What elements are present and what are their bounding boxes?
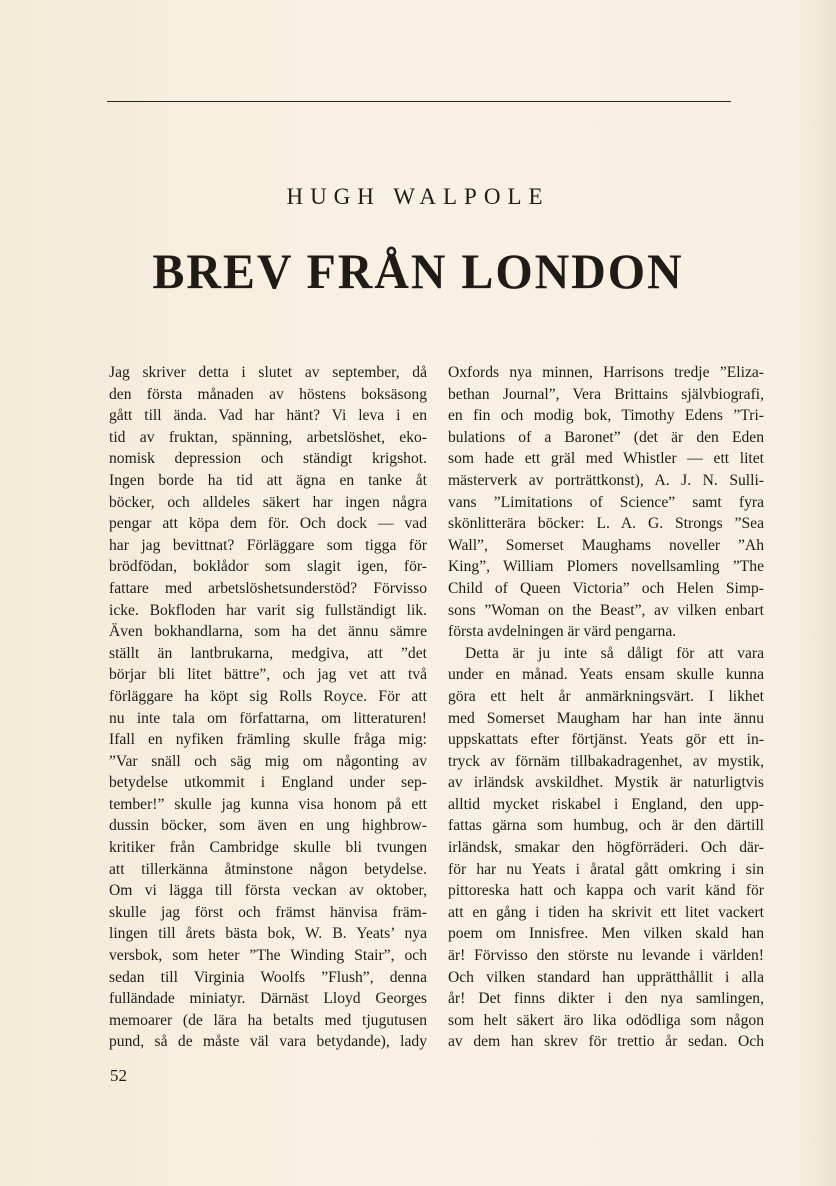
text-line: som helt säkert äro lika odödliga som någon bbox=[448, 1011, 764, 1029]
text-line: betydelse utkommit i England under sep- bbox=[109, 774, 427, 792]
text-line: år! Det finns dikter i den nya samlingen, bbox=[448, 990, 764, 1008]
text-line: fulländade miniatyr. Därnäst Lloyd Georges bbox=[109, 990, 427, 1008]
text-line: för har nu Yeats i åratal gått omkring i sin bbox=[448, 860, 764, 878]
text-column-left bbox=[109, 362, 427, 1053]
text-line: vans ”Limitations of Science” samt fyra bbox=[448, 493, 764, 511]
text-line: pund, så de måste väl vara betydande), lady bbox=[109, 1033, 427, 1051]
text-line: alltid mycket riskabel i England, den upp- bbox=[448, 795, 764, 813]
text-line: bulations of a Baronet” (det är den Eden bbox=[448, 428, 764, 446]
text-line: bethan Journal”, Vera Brittains självbiografi, bbox=[448, 385, 764, 403]
text-line: av dem han skrev för trettio år sedan. Och bbox=[448, 1033, 764, 1051]
text-line: Även bokhandlarna, som ha det ännu sämre bbox=[109, 623, 427, 641]
text-line: poem om Innisfree. Men vilken skald han bbox=[448, 925, 764, 943]
text-line: Om vi lägga till första veckan av oktober, bbox=[109, 882, 427, 900]
text-line: nomisk depression och ständigt krigshot. bbox=[109, 450, 427, 468]
text-line: första avdelningen är värd pengarna. bbox=[448, 623, 677, 641]
text-line: Jag skriver detta i slutet av september, då bbox=[109, 364, 427, 381]
text-line: gått till ända. Vad har hänt? Vi leva i en bbox=[109, 407, 427, 425]
text-line: Detta är ju inte så dåligt för att vara bbox=[465, 644, 764, 662]
text-line: sedan till Virginia Woolfs ”Flush”, denna bbox=[109, 968, 427, 986]
text-line: skulle jag först och främst hänvisa främ- bbox=[109, 903, 427, 921]
text-line: ”Var snäll och säg mig om någonting av bbox=[109, 752, 427, 770]
text-line: fattare med arbetslöshetsunderstöd? Förvisso bbox=[109, 579, 427, 597]
text-line: Ingen borde ha tid att ägna en tanke åt bbox=[109, 471, 427, 489]
text-line: med Somerset Maugham har han inte ännu bbox=[448, 709, 764, 727]
text-line: ställt än lantbrukarna, medgiva, att ”det bbox=[109, 644, 427, 662]
text-line: icke. Bokfloden har varit sig fullständigt lik. bbox=[109, 601, 427, 619]
text-line: Child of Queen Victoria” och Helen Simp- bbox=[448, 579, 764, 597]
text-line: pittoreska hatt och kappa och varit känd för bbox=[448, 882, 764, 900]
text-line: dussin böcker, som även en ung highbrow- bbox=[109, 817, 427, 835]
text-line: är! Förvisso den störste nu levande i världen! bbox=[448, 947, 764, 965]
text-line: brödfödan, boklådor som slagit igen, för- bbox=[109, 558, 427, 576]
text-line: King”, William Plomers novellsamling ”The bbox=[448, 558, 764, 576]
text-line: Oxfords nya minnen, Harrisons tredje ”Eliza- bbox=[448, 364, 764, 381]
text-line: den första månaden av höstens boksäsong bbox=[109, 385, 427, 403]
text-line: att en gång i tiden ha skrivit ett litet vackert bbox=[448, 903, 764, 921]
text-line: böcker, och alldeles säkert har ingen några bbox=[109, 493, 427, 511]
article-title: BREV FRÅN LONDON bbox=[152, 243, 684, 299]
text-line: memoarer (de lära ha betalts med tjugutusen bbox=[109, 1011, 427, 1029]
text-line: uppskattats efter förtjänst. Yeats gör ett in- bbox=[448, 731, 764, 749]
text-line: under en månad. Yeats ensam skulle kunna bbox=[448, 666, 764, 684]
text-line: Wall”, Somerset Maughams noveller ”Ah bbox=[448, 536, 764, 554]
text-line: börjar bli litet bättre”, och jag vet att två bbox=[109, 666, 427, 684]
text-line: som hade ett gräl med Whistler — ett litet bbox=[448, 450, 764, 468]
text-line: mästerverk av porträttkonst), A. J. N. Sulli- bbox=[448, 471, 764, 489]
text-line: nu inte tala om författarna, om litteraturen! bbox=[109, 709, 427, 727]
text-line: Och vilken standard han upprätthållit i alla bbox=[448, 968, 764, 986]
text-line: tryck av förnäm tillbakadragenhet, av mystik, bbox=[448, 752, 764, 770]
text-line: pengar att köpa dem för. Och dock — vad bbox=[109, 515, 427, 533]
text-line: sons ”Woman on the Beast”, av vilken enbart bbox=[448, 601, 764, 619]
text-line: Ifall en nyfiken främling skulle fråga mig: bbox=[109, 731, 427, 749]
text-line: göra ett helt år anmärkningsvärt. I likhet bbox=[448, 687, 764, 705]
header-rule bbox=[107, 101, 731, 102]
text-line: tid av fruktan, spänning, arbetslöshet, eko- bbox=[109, 428, 427, 446]
text-column-right bbox=[448, 362, 764, 1053]
text-line: förläggare ha köpt sig Rolls Royce. För att bbox=[109, 687, 427, 705]
text-line: fattas gärna som humbug, och är den därtill bbox=[448, 817, 764, 835]
text-line: lingen till årets bästa bok, W. B. Yeats’ nya bbox=[109, 925, 427, 943]
text-line: att tillerkänna åtminstone någon betydelse. bbox=[109, 860, 427, 878]
text-line: tember!” skulle jag kunna visa honom på ett bbox=[109, 795, 427, 813]
page-number: 52 bbox=[110, 1066, 127, 1085]
text-line: kritiker från Cambridge skulle bli tvungen bbox=[109, 839, 427, 857]
text-line: har jag bevittnat? Förläggare som tigga för bbox=[109, 536, 427, 554]
text-line: versbok, som heter ”The Winding Stair”, och bbox=[109, 947, 427, 965]
text-line: irländsk, smakar den högförräderi. Och där- bbox=[448, 839, 764, 857]
text-line: av irländsk avskildhet. Mystik är naturligtvis bbox=[448, 774, 764, 792]
text-line: skönlitterära böcker: L. A. G. Strongs ”Sea bbox=[448, 515, 764, 533]
author-name: HUGH WALPOLE bbox=[286, 184, 550, 209]
text-line: en fin och modig bok, Timothy Edens ”Tri- bbox=[448, 407, 764, 425]
